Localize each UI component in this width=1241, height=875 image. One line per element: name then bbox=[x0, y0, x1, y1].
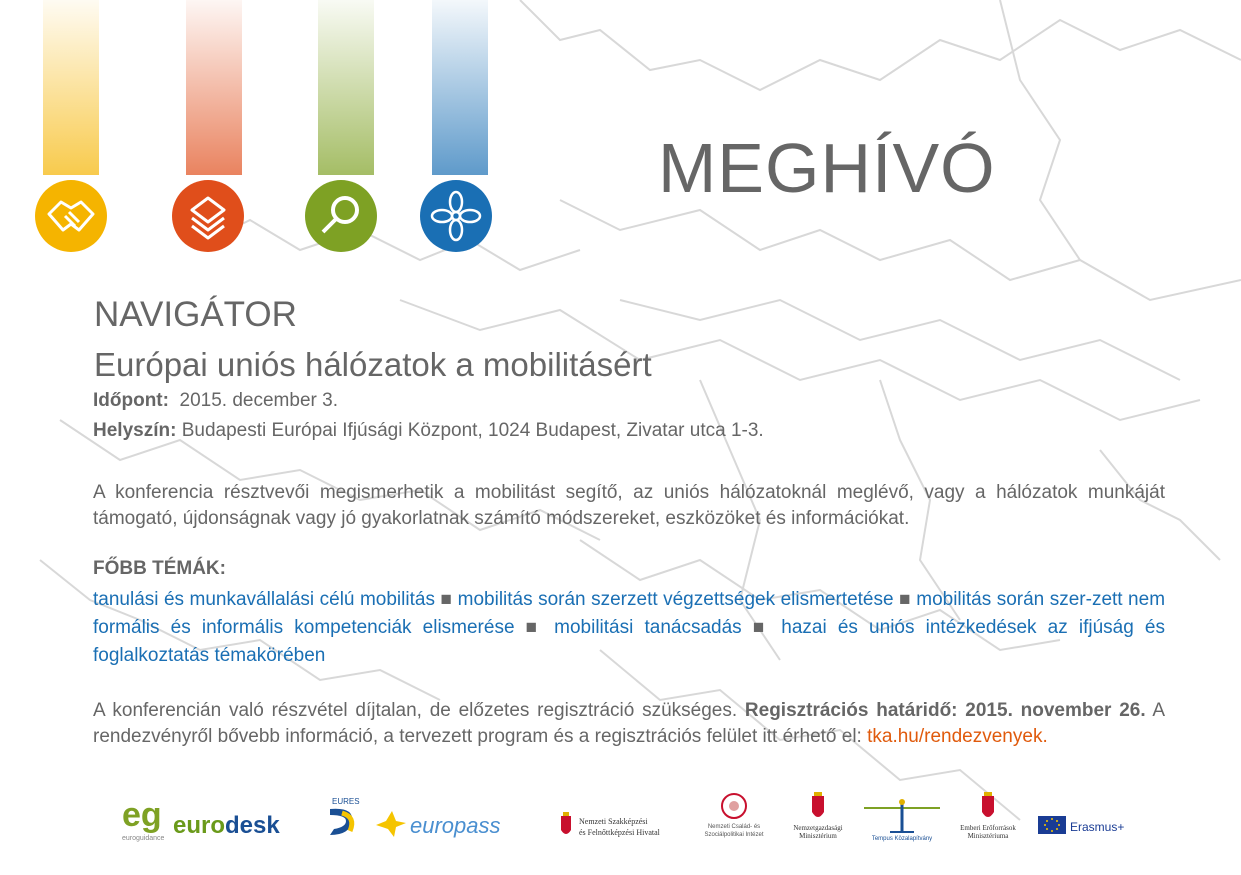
green-bar bbox=[318, 0, 374, 175]
erasmus-logo bbox=[1038, 814, 1130, 843]
ngm-logo bbox=[788, 792, 848, 847]
eures-logo bbox=[324, 795, 368, 843]
tempus-logo bbox=[860, 796, 944, 847]
intro-paragraph: A konferencia résztvevői megismerhetik a mobilitást segítő, az uniós hálózatoknál meglévő, vagy a hálózatok munkáját támogató, újdonságnak vagy jó gyakorlatnak számító módszereket, eszközöket és információkat. bbox=[93, 482, 1165, 529]
svg-text:és Felnőttképzési Hivatal: és Felnőttképzési Hivatal bbox=[579, 828, 660, 837]
info-text: A rendezvényről bővebb információ, a tervezett program és a regisztrációs felület itt érhető el: bbox=[93, 700, 1166, 747]
date-row bbox=[93, 390, 338, 412]
topic-item: hazai és uniós intézkedések az ifjúság és foglalkoztatás témakörében bbox=[93, 617, 1165, 666]
topic-separator: ■ bbox=[525, 617, 544, 638]
svg-text:Minisztérium: Minisztérium bbox=[799, 832, 837, 840]
magnifier-icon bbox=[305, 180, 377, 252]
topic-separator: ■ bbox=[752, 617, 771, 638]
event-subtitle: Európai uniós hálózatok a mobilitásért bbox=[94, 346, 652, 383]
venue-row bbox=[93, 420, 764, 442]
topic-item: mobilitás során szer-zett nem formális és informális kompetenciák elismerése bbox=[93, 589, 1166, 638]
euroguidance-logo bbox=[122, 796, 164, 842]
registration-link[interactable]: tka.hu/rendezvenyek. bbox=[867, 726, 1048, 747]
date-label: Időpont: bbox=[93, 390, 169, 411]
topics-list bbox=[93, 586, 1165, 670]
topic-separator: ■ bbox=[899, 589, 911, 610]
svg-text:Emberi Erőforrások: Emberi Erőforrások bbox=[960, 824, 1016, 832]
svg-text:Nemzeti Szakképzési: Nemzeti Szakképzési bbox=[579, 817, 648, 826]
registration-text: A konferencián való részvétel díjtalan, de előzetes regisztráció szükséges. bbox=[93, 700, 738, 721]
svg-text:Nemzeti Család- és: Nemzeti Család- és bbox=[707, 824, 761, 830]
europass-logo bbox=[372, 805, 504, 841]
deadline-value: 2015. november 26. bbox=[965, 700, 1146, 721]
topic-item: mobilitás során szerzett végzettségek elismertetése bbox=[457, 589, 894, 610]
eurodesk-logo: eurodesk bbox=[173, 812, 280, 839]
deadline-label: Regisztrációs határidő: bbox=[744, 700, 958, 721]
topics-heading: FŐBB TÉMÁK: bbox=[93, 558, 226, 579]
color-bars bbox=[0, 0, 1241, 175]
venue-label: Helyszín: bbox=[93, 420, 177, 441]
event-name: NAVIGÁTOR bbox=[94, 295, 297, 334]
venue-value: Budapesti Európai Ifjúsági Központ, 1024 Budapest, Zivatar utca 1-3. bbox=[181, 420, 764, 441]
topic-item: tanulási és munkavállalási célú mobilitás bbox=[93, 589, 435, 610]
ncsszi-logo bbox=[692, 790, 776, 845]
page-title: MEGHÍVÓ bbox=[658, 129, 996, 207]
svg-text:eg: eg bbox=[122, 796, 162, 834]
svg-text:Nemzetgazdasági: Nemzetgazdasági bbox=[793, 824, 843, 832]
svg-text:euroguidance: euroguidance bbox=[122, 835, 164, 842]
svg-text:Minisztériuma: Minisztériuma bbox=[967, 832, 1009, 840]
handshake-icon bbox=[35, 180, 107, 252]
registration-paragraph bbox=[93, 698, 1165, 750]
yellow-bar bbox=[43, 0, 99, 175]
svg-text:europass: europass bbox=[410, 813, 501, 838]
svg-text:Erasmus+: Erasmus+ bbox=[1070, 820, 1125, 834]
nszfh-logo bbox=[557, 812, 687, 845]
date-value: 2015. december 3. bbox=[179, 390, 338, 411]
orange-bar bbox=[186, 0, 242, 175]
svg-text:Szociálpolitikai Intézet: Szociálpolitikai Intézet bbox=[704, 832, 764, 838]
svg-text:EURES: EURES bbox=[332, 797, 360, 806]
svg-text:Tempus Közalapítvány: Tempus Közalapítvány bbox=[871, 836, 933, 842]
stack-icon bbox=[172, 180, 244, 252]
topic-separator: ■ bbox=[440, 589, 453, 610]
blue-bar bbox=[432, 0, 488, 175]
topic-item: mobilitási tanácsadás bbox=[554, 617, 742, 638]
flower-icon bbox=[420, 180, 492, 252]
emmi-logo bbox=[952, 792, 1024, 847]
